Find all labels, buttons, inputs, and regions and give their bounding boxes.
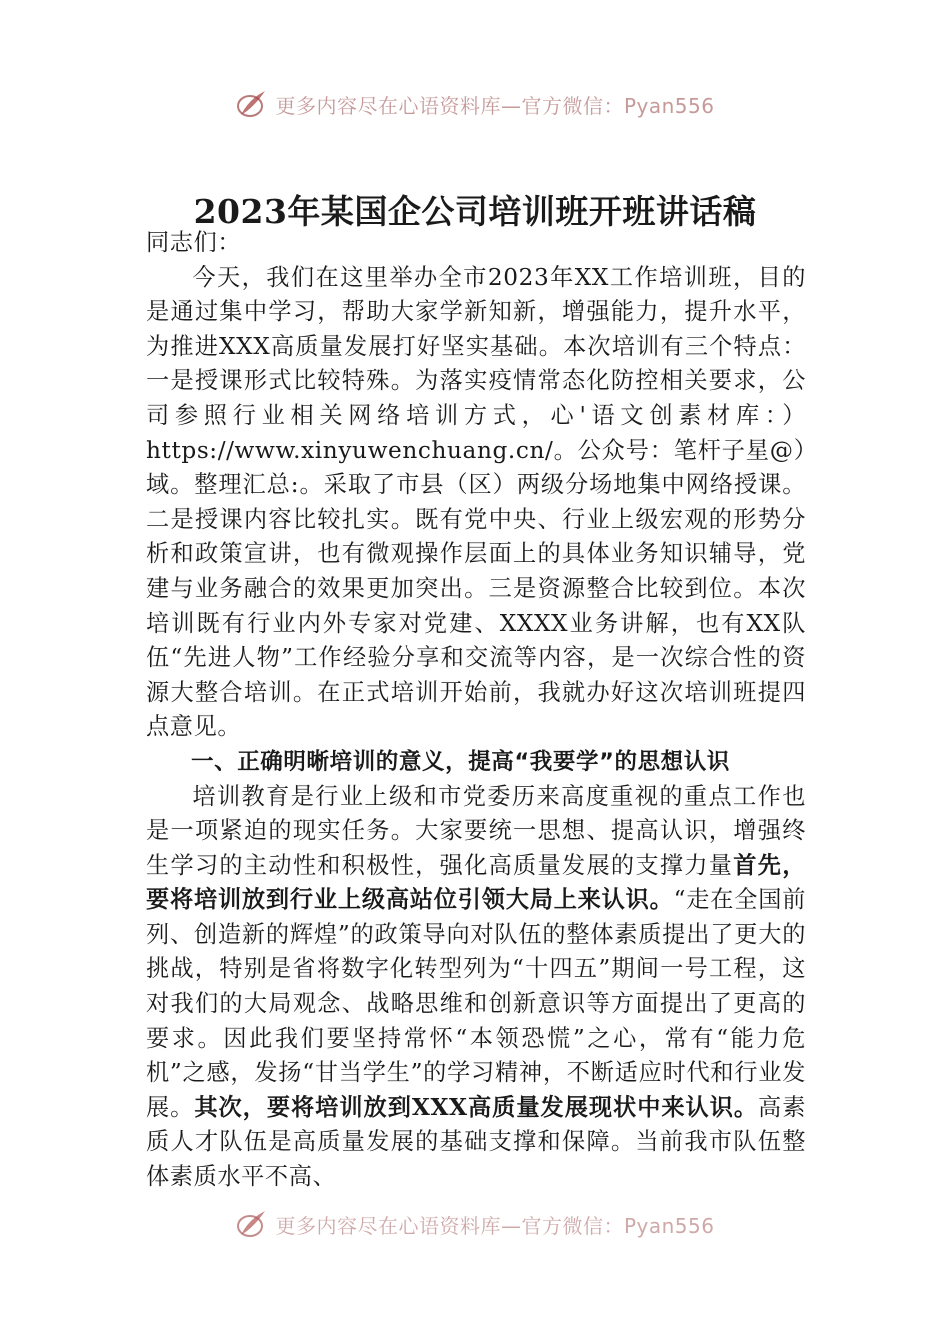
quill-logo-icon [235,1209,269,1239]
watermark-text: 更多内容尽在心语资料库—官方微信：Pyan556 [275,1213,715,1238]
document-title: 2023年某国企公司培训班开班讲话稿 [193,192,757,231]
paragraph-intro: 今天，我们在这里举办全市2023年XX工作培训班，目的是通过集中学习，帮助大家学新知新，增强能力，提升水平，为推进XXX高质量发展打好坚实基础。本次培训有三个特点：一是授课形式比较特殊。为落实疫情常态化防控相关要求，公司参照行业相关网络培训方式，心'语文创素材库：）https://www.xinyuwenchuang.cn/。公众号：笔杆子星@）域。整理汇总:。采取了市县（区）两级分场地集中网络授课。二是授课内容比较扎实。既有党中央、行业上级宏观的形势分析和政策宣讲，也有微观操作层面上的具体业务知识辅导，党建与业务融合的效果更加突出。三是资源整合比较到位。本次培训既有行业内外专家对党建、XXXX业务讲解，也有XX队伍“先进人物”工作经验分享和交流等内容，是一次综合性的资源大整合培训。在正式培训开始前，我就办好这次培训班提四点意见。 [146,263,806,741]
paragraph-section-1 [146,780,806,1195]
paragraph-text: 培训教育是行业上级和市党委历来高度重视的重点工作也是一项紧迫的现实任务。大家要统一思想、提高认识，增强终生学习的主动性和积极性，强化高质量发展的支撑力量 [146,782,806,879]
paragraph-text: 高素质人才队伍是高质量发展的基础支撑和保障。当前我市队伍整体素质水平不高、 [146,1093,807,1191]
salutation: 同志们： [146,229,242,256]
document-body [146,226,806,1195]
watermark-text: 更多内容尽在心语资料库—官方微信：Pyan556 [275,93,715,118]
watermark-header [0,84,950,124]
section-heading-1: 一、正确明晰培训的意义，提高“我要学”的思想认识 [191,748,730,775]
paragraph-bold-point-1: 首先，要将培训放到行业上级高站位引领大局上来认识。 [146,851,806,914]
paragraph-text: “走在全国前列、创造新的辉煌”的政策导向对队伍的整体素质提出了更大的挑战，特别是省将数字化转型列为“十四五”期间一号工程，这对我们的大局观念、战略思维和创新意识等方面提出了更高的要求。因此我们要坚持常怀“本领恐慌”之心，常有“能力危机”之感，发扬“甘当学生”的学习精神，不断适应时代和行业发展。 [146,886,806,1121]
watermark-footer [0,1204,950,1244]
quill-logo-icon [235,89,269,119]
paragraph-bold-point-2: 其次，要将培训放到XXX高质量发展现状中来认识。 [194,1093,759,1121]
